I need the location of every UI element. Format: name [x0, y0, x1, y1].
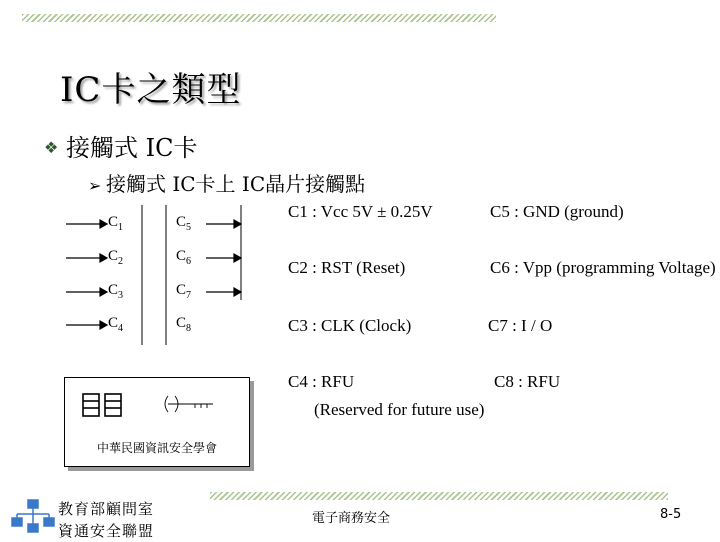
- desc-c8: C8 : RFU: [494, 372, 561, 391]
- diamond-bullet-icon: ❖: [44, 138, 59, 157]
- bullet2-text: 接觸式 IC卡上 IC晶片接觸點: [106, 172, 366, 196]
- bullet1-text: 接觸式 IC卡: [66, 134, 198, 162]
- pin-label-c5: $C_5$: [176, 214, 192, 233]
- pin-label-c1: $C_1$: [108, 214, 124, 233]
- desc-c4: C4 : RFU: [288, 372, 355, 391]
- desc-reserved: (Reserved for future use): [314, 400, 485, 419]
- desc-c6: C6 : Vpp (programming Voltage): [490, 258, 716, 277]
- card-caption: 中華民國資訊安全學會: [96, 441, 217, 455]
- footer-course-title: 電子商務安全: [312, 511, 391, 526]
- page-number: 8-5: [660, 507, 682, 522]
- pin-label-c6: $C_6$: [176, 248, 192, 267]
- desc-c3: C3 : CLK (Clock): [288, 316, 412, 335]
- pin-label-c3: $C_3$: [108, 282, 124, 301]
- desc-c5: C5 : GND (ground): [490, 202, 624, 221]
- arrow-bullet-icon: ➢: [88, 176, 102, 195]
- pin-label-c2: $C_2$: [108, 248, 124, 267]
- pin-label-c4: $C_4$: [108, 315, 124, 334]
- org-line1: 教育部顧問室: [58, 500, 155, 518]
- desc-c2: C2 : RST (Reset): [288, 258, 406, 277]
- pin-label-c7: $C_7$: [176, 282, 192, 301]
- pin-label-c8: $C_8$: [176, 315, 192, 334]
- org-line2: 資通安全聯盟: [58, 522, 155, 540]
- desc-c1: C1 : Vcc 5V ± 0.25V: [288, 202, 433, 221]
- slide-title: IC卡之類型: [60, 70, 242, 110]
- desc-c7: C7 : I / O: [488, 316, 553, 335]
- footer-organization: [58, 498, 154, 542]
